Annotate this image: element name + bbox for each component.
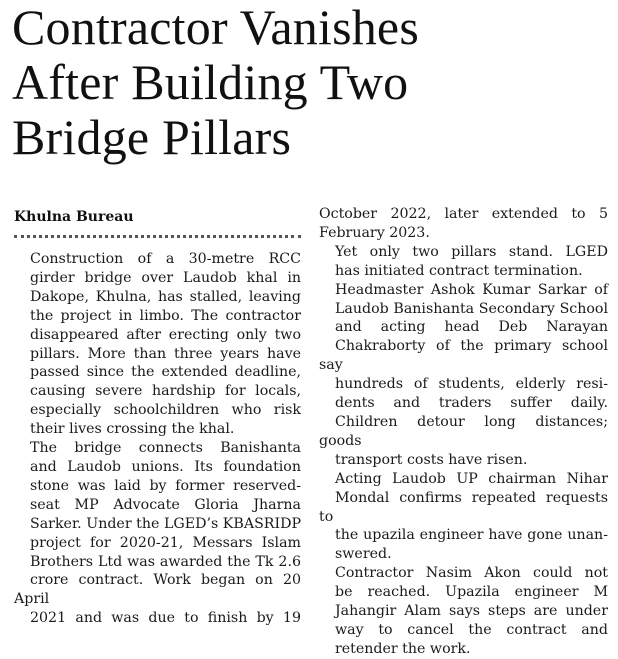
text-line: Contractor Nasim Akon could not [335,565,608,582]
text-line: dents and traders suffer daily. [335,395,608,412]
text-line: stone was laid by former reserved- [30,477,301,494]
text-line: passed since the extended deadline, [30,364,301,381]
text-line: February 2023. [319,224,430,241]
dotted-divider [14,235,301,238]
text-line: girder bridge over Laudob khal in [30,269,301,286]
text-line: and acting head Deb Narayan [335,319,608,336]
text-line: hundreds of students, elderly resi- [335,376,608,393]
text-line: Mondal confirms repeated requests to [319,489,608,525]
byline: Khulna Bureau [14,209,134,225]
paragraph [319,470,608,565]
text-line: crore contract. Work began on 20 April [14,572,301,608]
article-column-left [14,202,301,628]
text-line: way to cancel the contract and [335,621,608,638]
text-line: retender the work. [335,640,471,657]
text-line: Children detour long distances; goods [319,413,608,449]
text-line: Headmaster Ashok Kumar Sarkar of [335,281,608,298]
text-line: transport costs have risen. [335,451,528,468]
text-line: disappeared after erecting only two [30,326,301,343]
text-line: Laudob Banishanta Secondary School [335,300,608,317]
text-line: Chakraborty of the primary school say [319,338,608,374]
text-line: the upazila engineer have gone unan- [335,527,608,544]
text-line: pillars. More than three years have [30,345,301,362]
text-line: October 2022, later extended to 5 [319,206,608,222]
text-line: The bridge connects Banishanta [30,440,301,457]
text-line: Jahangir Alam says steps are under [335,603,608,620]
text-line: project for 2020-21, Messars Islam [30,534,301,551]
paragraph [319,564,608,659]
text-line: causing severe hardship for locals, [30,383,301,400]
text-line: swered. [335,546,392,563]
text-line: Dakope, Khulna, has stalled, leaving [30,288,301,305]
text-line: be reached. Upazila engineer M [335,584,608,601]
text-line: Yet only two pillars stand. LGED [335,243,608,260]
text-line: Sarker. Under the LGED’s KBASRIDP [30,515,301,532]
text-line: the project in limbo. The contractor [30,307,301,324]
text-line: and Laudob unions. Its foundation [30,458,301,475]
text-line: their lives crossing the khal. [30,421,235,438]
text-line: Construction of a 30-metre RCC [30,251,301,267]
paragraph [14,250,301,439]
headline-line: Bridge Pillars [12,109,292,165]
headline [12,0,612,165]
paragraph [319,243,608,281]
text-line: has initiated contract termination. [335,262,583,279]
text-line: especially schoolchildren who risk [30,402,301,419]
paragraph [319,281,608,470]
text-line: seat MP Advocate Gloria Jharna [30,496,301,513]
text-line: 2021 and was due to finish by 19 [30,610,301,627]
headline-line: After Building Two [12,54,409,110]
article-column-right [319,205,608,659]
text-line: Acting Laudob UP chairman Nihar [335,470,608,487]
paragraph [319,205,608,243]
headline-line: Contractor Vanishes [12,0,419,55]
paragraph [14,439,301,628]
text-line: Brothers Ltd was awarded the Tk 2.6 [30,553,301,570]
